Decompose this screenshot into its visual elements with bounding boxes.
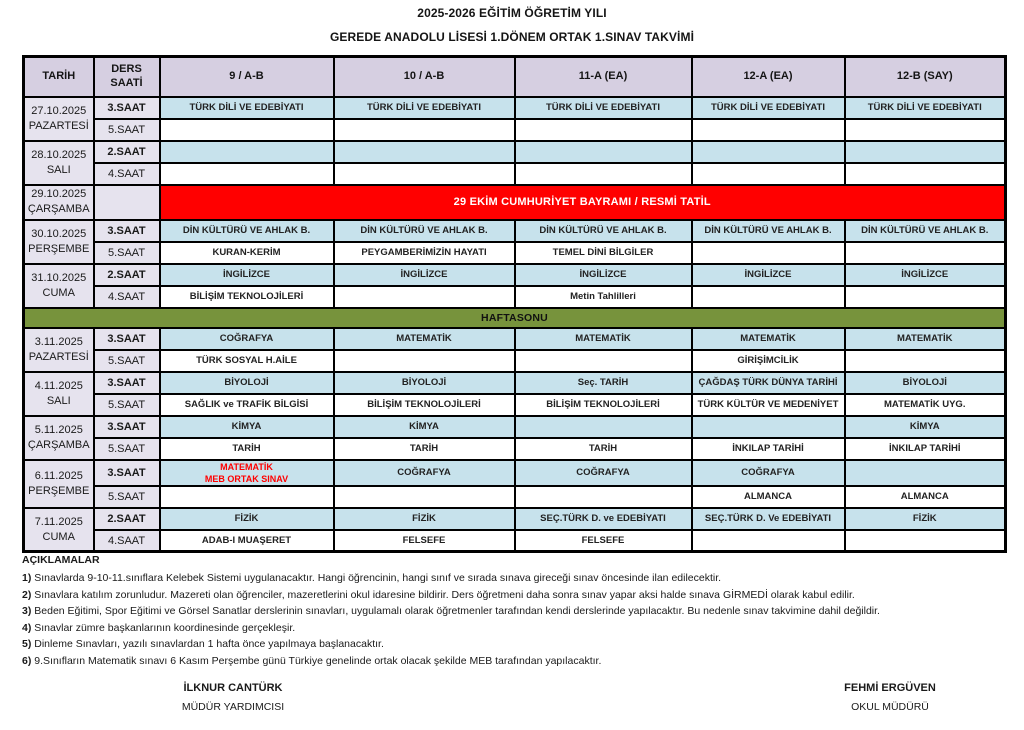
subject-cell: [160, 163, 334, 185]
note-item: [22, 587, 1012, 604]
schedule-row: [24, 220, 1006, 242]
date-cell: [24, 372, 94, 416]
subject-cell: [515, 350, 692, 372]
subject-cell: SEÇ.TÜRK D. Ve EDEBİYATI: [692, 508, 845, 530]
subject-cell: COĞRAFYA: [334, 460, 515, 486]
schedule-row: [24, 372, 1006, 394]
day-name-text: ÇARŞAMBA: [27, 203, 90, 215]
signature-left: [123, 682, 343, 713]
note-item: [22, 570, 1012, 587]
subject-cell: TARİH: [515, 438, 692, 460]
column-header: 12-B (SAY): [845, 57, 1006, 97]
subject-cell: [692, 530, 845, 552]
period-cell: 4.SAAT: [94, 530, 160, 552]
period-cell: 2.SAAT: [94, 508, 160, 530]
subject-cell: DİN KÜLTÜRÜ VE AHLAK B.: [334, 220, 515, 242]
schedule-row: [24, 350, 1006, 372]
note-item: [22, 620, 1012, 637]
date-text: 29.10.2025: [31, 188, 87, 201]
period-cell: 4.SAAT: [94, 163, 160, 185]
day-name-text: CUMA: [42, 530, 75, 543]
subject-cell: COĞRAFYA: [692, 460, 845, 486]
subject-cell: İNGİLİZCE: [334, 264, 515, 286]
subject-cell: ALMANCA: [845, 486, 1006, 508]
day-name-text: PERŞEMBE: [28, 242, 90, 255]
subject-cell: [160, 460, 334, 486]
subject-cell: [515, 486, 692, 508]
subject-cell: ÇAĞDAŞ TÜRK DÜNYA TARİHİ: [692, 372, 845, 394]
note-text: Beden Eğitimi, Spor Eğitimi ve Görsel Sanatlar derslerinin sınavları, uygulamalı olarak öğretmenler tarafından kendi derslerinde yapılacaktır. Bu nedenle sınav takvimine dahil değildir.: [34, 605, 880, 617]
subject-highlight-line: MATEMATİK: [220, 461, 273, 472]
day-name-text: ÇARŞAMBA: [27, 438, 90, 451]
subject-cell: [515, 163, 692, 185]
subject-cell: [845, 163, 1006, 185]
schedule-row: [24, 508, 1006, 530]
date-cell: [24, 416, 94, 460]
subject-cell: [845, 286, 1006, 308]
schedule-row: [24, 530, 1006, 552]
holiday-banner: 29 EKİM CUMHURİYET BAYRAMI / RESMİ TATİL: [160, 185, 1006, 220]
subject-cell: [845, 242, 1006, 264]
subject-cell: BİYOLOJİ: [845, 372, 1006, 394]
date-text: 30.10.2025: [31, 227, 87, 240]
period-cell: 5.SAAT: [94, 394, 160, 416]
date-text: 27.10.2025: [31, 104, 87, 117]
subject-cell: MATEMATİK: [845, 328, 1006, 350]
column-header: 9 / A-B: [160, 57, 334, 97]
subject-cell: BİLİŞİM TEKNOLOJİLERİ: [334, 394, 515, 416]
period-cell: 3.SAAT: [94, 97, 160, 119]
date-cell: [24, 220, 94, 264]
notes-heading: AÇIKLAMALAR: [22, 554, 100, 566]
schedule-row: [24, 264, 1006, 286]
note-item: [22, 603, 1012, 620]
subject-cell: TÜRK DİLİ VE EDEBİYATI: [160, 97, 334, 119]
period-cell: 5.SAAT: [94, 438, 160, 460]
date-cell: [24, 508, 94, 552]
subject-cell: TÜRK DİLİ VE EDEBİYATI: [334, 97, 515, 119]
date-text: 4.11.2025: [34, 379, 83, 392]
subject-cell: [334, 486, 515, 508]
date-cell: [24, 97, 94, 141]
day-name-text: SALI: [46, 163, 71, 176]
subject-cell: İNKILAP TARİHİ: [845, 438, 1006, 460]
subject-cell: TÜRK DİLİ VE EDEBİYATI: [692, 97, 845, 119]
day-name-text: CUMA: [42, 286, 75, 299]
subject-cell: DİN KÜLTÜRÜ VE AHLAK B.: [692, 220, 845, 242]
weekend-banner: HAFTASONU: [24, 308, 1006, 328]
note-text: Dinleme Sınavları, yazılı sınavlardan 1 hafta önce yapılmaya başlanacaktır.: [34, 638, 384, 650]
period-cell-empty: [94, 185, 160, 220]
subject-cell: MATEMATİK: [334, 328, 515, 350]
subject-cell: DİN KÜLTÜRÜ VE AHLAK B.: [160, 220, 334, 242]
period-cell: 3.SAAT: [94, 416, 160, 438]
subject-cell: GİRİŞİMCİLİK: [692, 350, 845, 372]
subject-cell: [334, 163, 515, 185]
date-cell: [24, 460, 94, 508]
schedule-row: [24, 163, 1006, 185]
note-text: Sınavlara katılım zorunludur. Mazereti olan öğrenciler, mazeretlerini okul idaresine bildirir. Ders öğretmeni daha sonra sınav yapar aksi halde sınava GİRMEDİ olarak kabul edilir.: [34, 588, 855, 601]
period-cell: 5.SAAT: [94, 350, 160, 372]
schedule-body: [24, 97, 1006, 552]
subject-cell: DİN KÜLTÜRÜ VE AHLAK B.: [845, 220, 1006, 242]
document-titles: [0, 7, 1024, 55]
note-number: 4): [22, 621, 32, 634]
subject-cell: FİZİK: [160, 508, 334, 530]
subject-cell: [692, 286, 845, 308]
signature-left-name: İLKNUR CANTÜRK: [183, 682, 283, 694]
column-header: DERS SAATİ: [94, 57, 160, 97]
note-number: 2): [22, 588, 32, 601]
schedule-row: [24, 97, 1006, 119]
subject-cell: TÜRK DİLİ VE EDEBİYATI: [515, 97, 692, 119]
day-name-text: PERŞEMBE: [28, 484, 90, 497]
notes-section: [22, 554, 1012, 669]
period-cell: 3.SAAT: [94, 460, 160, 486]
subject-cell: [692, 119, 845, 141]
subject-cell: TÜRK DİLİ VE EDEBİYATI: [845, 97, 1006, 119]
schedule-row: [24, 119, 1006, 141]
subject-cell: KİMYA: [845, 416, 1006, 438]
subject-cell: COĞRAFYA: [515, 460, 692, 486]
period-cell: 5.SAAT: [94, 119, 160, 141]
note-item: [22, 653, 1012, 670]
subject-cell: [845, 119, 1006, 141]
schedule-row: [24, 416, 1006, 438]
title-exam-calendar: GEREDE ANADOLU LİSESİ 1.DÖNEM ORTAK 1.SINAV TAKVİMİ: [329, 30, 694, 44]
subject-cell: [334, 350, 515, 372]
subject-cell: [692, 416, 845, 438]
schedule-row: [24, 438, 1006, 460]
period-cell: 5.SAAT: [94, 242, 160, 264]
note-item: [22, 636, 1012, 653]
subject-cell: FELSEFE: [515, 530, 692, 552]
subject-cell: BİYOLOJİ: [334, 372, 515, 394]
date-cell: [24, 185, 94, 220]
subject-cell: TARİH: [160, 438, 334, 460]
subject-cell: SAĞLIK ve TRAFİK BİLGİSİ: [160, 394, 334, 416]
column-header: 10 / A-B: [334, 57, 515, 97]
subject-cell: Metin Tahlilleri: [515, 286, 692, 308]
subject-cell: [160, 119, 334, 141]
subject-cell: İNGİLİZCE: [515, 264, 692, 286]
subject-cell: [845, 530, 1006, 552]
subject-cell: TÜRK SOSYAL H.AİLE: [160, 350, 334, 372]
signature-right: [780, 682, 1000, 713]
schedule-row: [24, 141, 1006, 163]
schedule-row: [24, 286, 1006, 308]
notes-list: [22, 570, 1012, 669]
subject-cell: PEYGAMBERİMİZİN HAYATI: [334, 242, 515, 264]
subject-cell: [334, 141, 515, 163]
subject-cell: [160, 486, 334, 508]
subject-cell: DİN KÜLTÜRÜ VE AHLAK B.: [515, 220, 692, 242]
schedule-row: [24, 242, 1006, 264]
date-text: 28.10.2025: [31, 148, 87, 161]
note-text: 9.Sınıfların Matematik sınavı 6 Kasım Perşembe günü Türkiye genelinde ortak olacak şekilde MEB tarafından yapılacaktır.: [34, 654, 602, 667]
subject-cell: TEMEL DİNİ BİLGİLER: [515, 242, 692, 264]
note-number: 1): [22, 572, 32, 584]
subject-cell: Seç. TARİH: [515, 372, 692, 394]
exam-schedule-table: [22, 55, 1007, 553]
period-cell: 2.SAAT: [94, 141, 160, 163]
day-name-text: PAZARTESİ: [28, 119, 89, 132]
header-row: [24, 57, 1006, 97]
subject-cell: İNKILAP TARİHİ: [692, 438, 845, 460]
subject-cell: ALMANCA: [692, 486, 845, 508]
subject-cell: [515, 416, 692, 438]
date-cell: [24, 264, 94, 308]
subject-cell: İNGİLİZCE: [160, 264, 334, 286]
subject-cell: BİLİŞİM TEKNOLOJİLERİ: [515, 394, 692, 416]
subject-cell: KİMYA: [160, 416, 334, 438]
date-text: 3.11.2025: [34, 335, 83, 348]
subject-cell: FELSEFE: [334, 530, 515, 552]
weekend-row: [24, 308, 1006, 328]
note-number: 3): [22, 605, 32, 617]
period-cell: 3.SAAT: [94, 372, 160, 394]
day-name-text: PAZARTESİ: [28, 350, 89, 363]
period-cell: 3.SAAT: [94, 220, 160, 242]
subject-cell: TÜRK KÜLTÜR VE MEDENİYET: [692, 394, 845, 416]
subject-cell: SEÇ.TÜRK D. ve EDEBİYATI: [515, 508, 692, 530]
subject-cell: [515, 119, 692, 141]
signature-left-role: MÜDÜR YARDIMCISI: [181, 701, 285, 713]
period-cell: 5.SAAT: [94, 486, 160, 508]
date-cell: [24, 141, 94, 185]
subject-cell: BİYOLOJİ: [160, 372, 334, 394]
subject-cell: KİMYA: [334, 416, 515, 438]
period-cell: 2.SAAT: [94, 264, 160, 286]
subject-cell: [845, 460, 1006, 486]
subject-cell: [515, 141, 692, 163]
signature-right-role: OKUL MÜDÜRÜ: [851, 701, 929, 713]
period-cell: 4.SAAT: [94, 286, 160, 308]
subject-cell: [692, 163, 845, 185]
subject-cell: [160, 141, 334, 163]
subject-cell: İNGİLİZCE: [845, 264, 1006, 286]
title-school-year: 2025-2026 EĞİTİM ÖĞRETİM YILI: [417, 6, 607, 20]
subject-cell: [692, 242, 845, 264]
column-header: 12-A (EA): [692, 57, 845, 97]
note-text: Sınavlarda 9-10-11.sınıflara Kelebek Sistemi uygulanacaktır. Hangi öğrencinin, hangi sınıf ve sırada sınava gireceği sınav öncesinde ilan edilecektir.: [34, 572, 722, 584]
signature-right-name: FEHMİ ERGÜVEN: [844, 682, 936, 694]
note-number: 5): [22, 638, 32, 650]
subject-cell: [692, 141, 845, 163]
subject-cell: İNGİLİZCE: [692, 264, 845, 286]
subject-cell: [845, 350, 1006, 372]
subject-cell: [334, 286, 515, 308]
column-header: 11-A (EA): [515, 57, 692, 97]
subject-cell: COĞRAFYA: [160, 328, 334, 350]
schedule-row: [24, 486, 1006, 508]
subject-cell: TARİH: [334, 438, 515, 460]
subject-cell: FİZİK: [334, 508, 515, 530]
subject-cell: MATEMATİK UYG.: [845, 394, 1006, 416]
subject-cell: MATEMATİK: [692, 328, 845, 350]
day-name-text: SALI: [46, 394, 71, 407]
subject-cell: KURAN-KERİM: [160, 242, 334, 264]
date-text: 7.11.2025: [34, 515, 83, 528]
subject-cell: [845, 141, 1006, 163]
subject-cell: MATEMATİK: [515, 328, 692, 350]
subject-cell: BİLİŞİM TEKNOLOJİLERİ: [160, 286, 334, 308]
date-text: 5.11.2025: [34, 423, 83, 436]
subject-highlight-line: MEB ORTAK SINAV: [204, 473, 289, 484]
column-header: TARİH: [24, 57, 94, 97]
holiday-row: [24, 185, 1006, 220]
schedule-row: [24, 394, 1006, 416]
date-cell: [24, 328, 94, 372]
period-cell: 3.SAAT: [94, 328, 160, 350]
date-text: 31.10.2025: [31, 271, 87, 284]
note-text: Sınavlar zümre başkanlarının koordinesinde gerçekleşir.: [34, 621, 296, 634]
subject-cell: FİZİK: [845, 508, 1006, 530]
subject-cell: [334, 119, 515, 141]
note-number: 6): [22, 654, 32, 667]
subject-cell: ADAB-I MUAŞERET: [160, 530, 334, 552]
date-text: 6.11.2025: [34, 469, 83, 482]
schedule-row: [24, 460, 1006, 486]
schedule-row: [24, 328, 1006, 350]
